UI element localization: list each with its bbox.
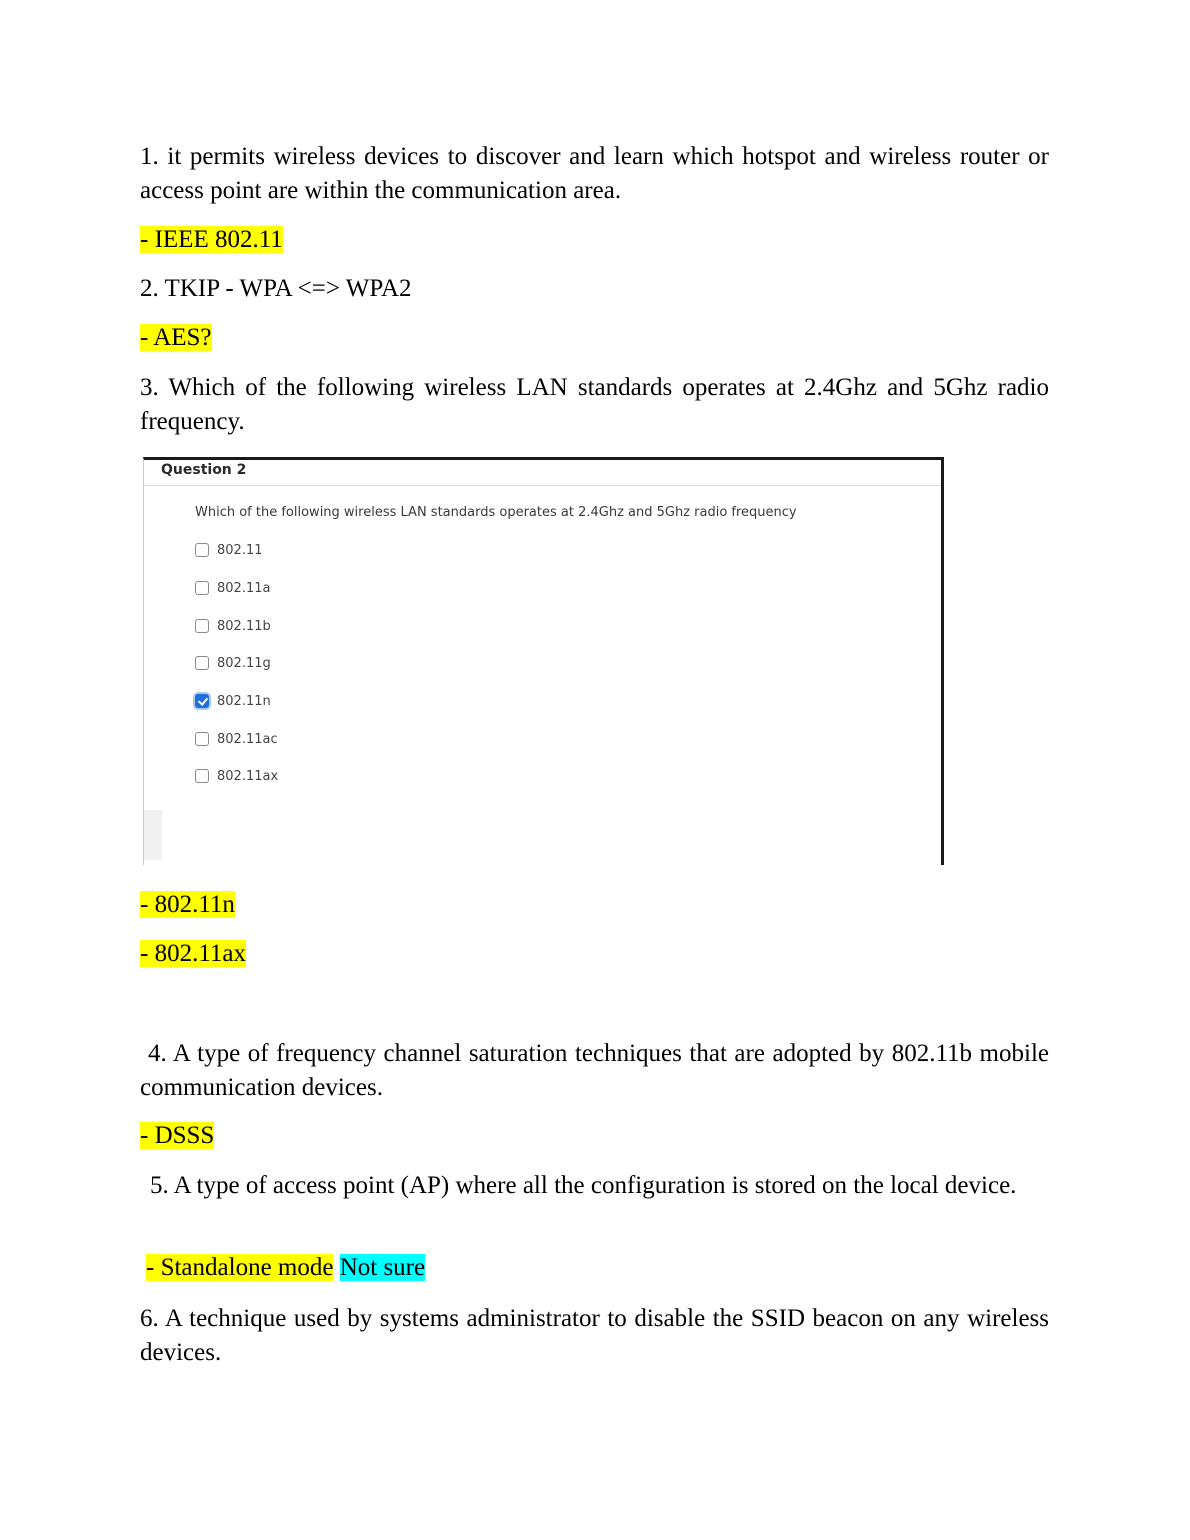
quiz-option-label: 802.11b [217,618,271,634]
question-2-text: 2. TKIP - WPA <=> WPA2 [140,275,412,302]
quiz-question: Which of the following wireless LAN standards operates at 2.4Ghz and 5Ghz radio frequency [195,505,797,520]
quiz-option[interactable] [195,729,278,749]
quiz-option-label: 802.11g [217,655,271,671]
quiz-header [144,460,941,486]
answer-5 [146,1253,425,1283]
question-1-text: 1. it permits wireless devices to discover and learn which hotspot and wireless router or access point are within the communication area. [140,143,1049,204]
quiz-screenshot [143,457,944,865]
answer-5-note: Not sure [339,1254,426,1281]
answer-2-highlight: - AES? [140,324,212,351]
answer-1-highlight: - IEEE 802.11 [140,226,283,253]
answer-3b-highlight: - 802.11ax [140,940,246,967]
question-4-text: 4. A type of frequency channel saturation techniques that are adopted by 802.11b mobile communication devices. [140,1040,1049,1101]
checkbox-checked[interactable] [195,694,209,708]
answer-3a-highlight: - 802.11n [140,891,235,918]
checkbox[interactable] [195,619,209,633]
quiz-option[interactable] [195,691,271,711]
quiz-title: Question 2 [161,462,247,478]
quiz-option[interactable] [195,540,263,560]
quiz-option-label: 802.11 [217,542,263,558]
checkbox[interactable] [195,656,209,670]
answer-5-highlight: - Standalone mode [146,1254,334,1281]
answer-3a [140,890,235,920]
checkbox[interactable] [195,543,209,557]
quiz-option[interactable] [195,578,270,598]
answer-4-highlight: - DSSS [140,1122,215,1149]
quiz-option[interactable] [195,616,271,636]
quiz-option-label: 802.11ac [217,731,278,747]
answer-2 [140,323,212,353]
question-6-text: 6. A technique used by systems administrator to disable the SSID beacon on any wireless devices. [140,1305,1049,1366]
answer-1 [140,225,283,255]
question-5-text: 5. A type of access point (AP) where all the configuration is stored on the local device. [150,1172,1017,1199]
checkbox[interactable] [195,769,209,783]
quiz-option-label: 802.11n [217,693,271,709]
quiz-sidebar-fragment [144,810,162,860]
checkbox[interactable] [195,732,209,746]
quiz-option[interactable] [195,766,278,786]
quiz-option-label: 802.11ax [217,768,279,784]
answer-4 [140,1121,214,1151]
answer-3b [140,939,246,969]
quiz-option-label: 802.11a [217,580,271,596]
question-3-text: 3. Which of the following wireless LAN standards operates at 2.4Ghz and 5Ghz radio frequency. [140,374,1049,435]
quiz-option[interactable] [195,653,271,673]
checkbox[interactable] [195,581,209,595]
